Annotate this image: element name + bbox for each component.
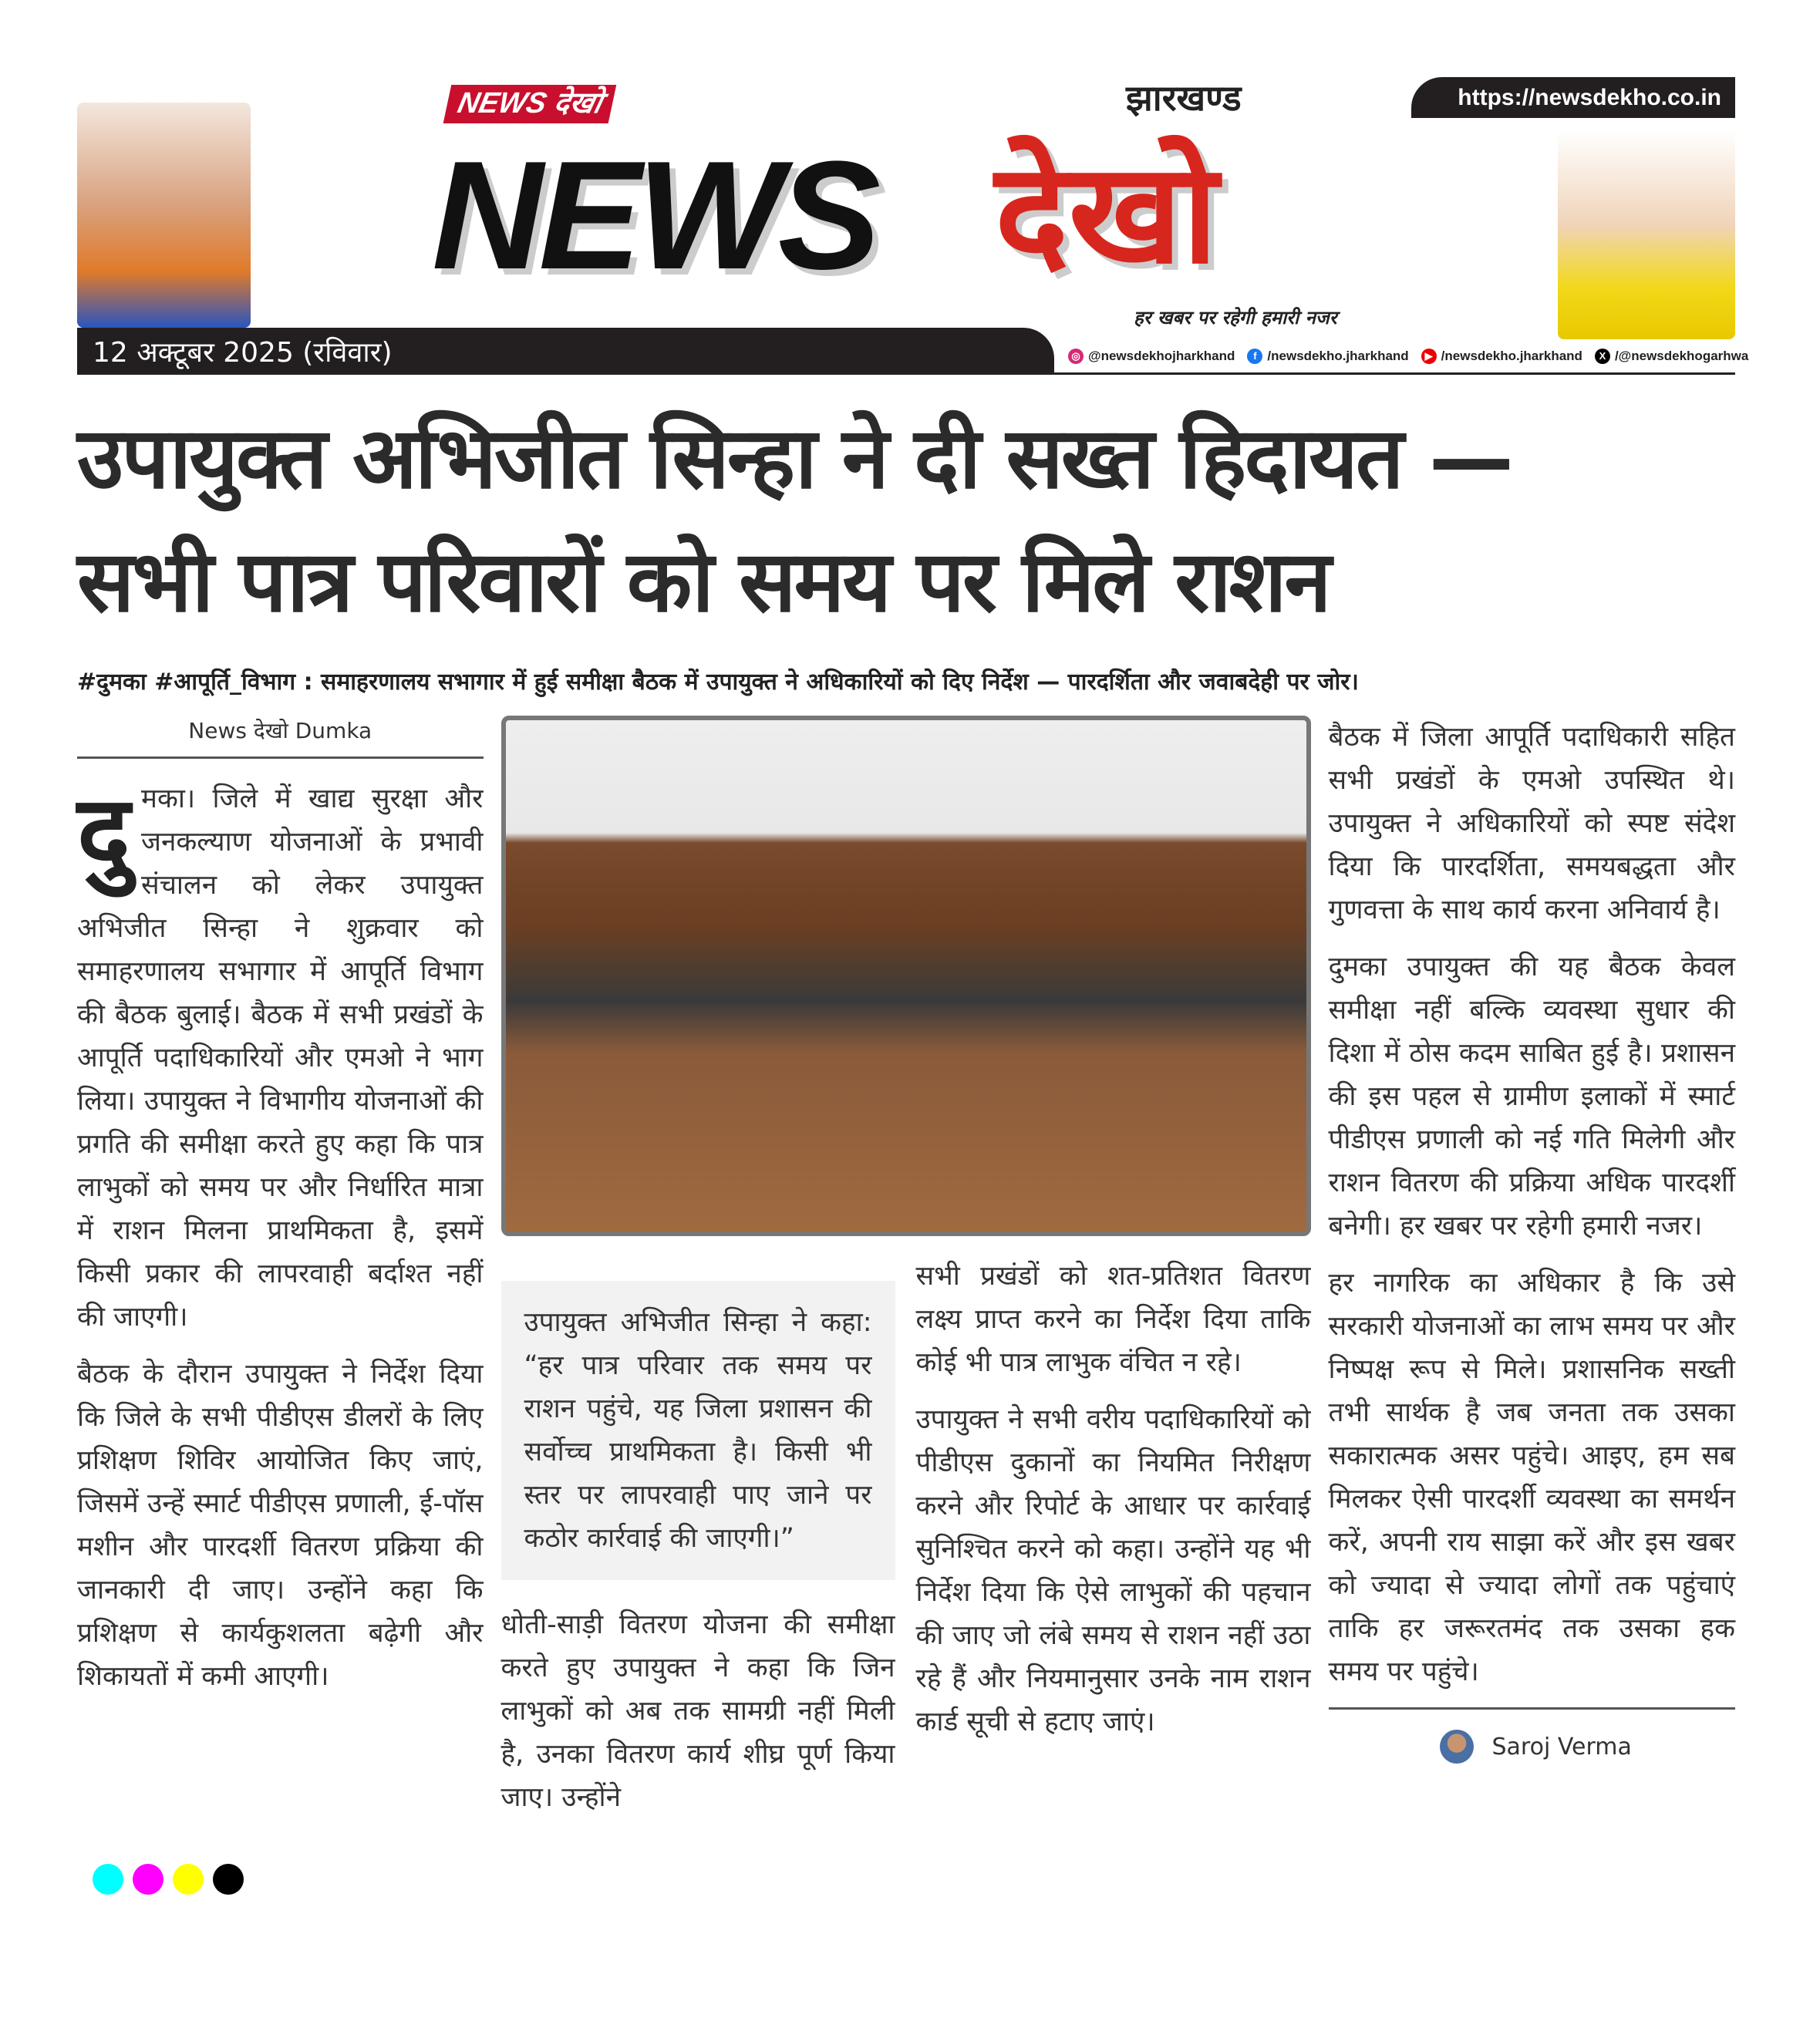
- drop-cap: दु: [77, 773, 131, 891]
- cmyk-dot: [133, 1864, 163, 1895]
- facebook-icon[interactable]: f: [1247, 349, 1262, 364]
- logo-news-text: NEWS: [432, 130, 876, 302]
- divider: [77, 372, 1735, 375]
- website-url-badge[interactable]: https://newsdekho.co.in: [1411, 77, 1735, 118]
- author-avatar: [1440, 1730, 1474, 1764]
- tagline: हर खबर पर रहेगी हमारी नजर: [1134, 307, 1337, 329]
- paragraph: हर नागरिक का अधिकार है कि उसे सरकारी योजनाओं का लाभ समय पर और निष्पक्ष रूप से मिले। प्रशासनिक सख्ती तभी सार्थक है जब जनता तक उसका सकारात्मक असर पहुंचे। आइए, हम सब मिलकर ऐसी पारदर्शी व्यवस्था का समर्थन करें, अपनी राय साझा करें और इस खबर को ज्यादा से ज्यादा लोगों तक पहुंचाएं ताकि हर जरूरतमंद तक उसका हक समय पर पहुंचे।: [1328, 1268, 1735, 1687]
- paragraph: बैठक के दौरान उपायुक्त ने निर्देश दिया कि जिले के सभी पीडीएस डीलरों के लिए प्रशिक्षण शिविर आयोजित किए जाएं, जिसमें उन्हें स्मार्ट पीडीएस प्रणाली, ई-पॉस मशीन और पारदर्शी वितरण प्रक्रिया की जानकारी दी जाए। उन्होंने कहा कि प्रशिक्षण से कार्यकुशलता बढ़ेगी और शिकायतों में कमी आएगी।: [77, 1359, 484, 1693]
- cmyk-registration-dots: [77, 1864, 1735, 1895]
- social-links: [1068, 349, 1756, 364]
- meeting-photo: [501, 716, 1311, 1236]
- headline: [77, 397, 1735, 643]
- instagram-icon[interactable]: ◎: [1068, 349, 1084, 364]
- headline-line-2: सभी पात्र परिवारों को समय पर मिले राशन: [77, 531, 1330, 631]
- paragraph: उपायुक्त ने सभी वरीय पदाधिकारियों को पीडीएस दुकानों का नियमित निरीक्षण करने और रिपोर्ट के आधार पर कार्रवाई सुनिश्चित करने को कहा। उन्होंने यह भी निर्देश दिया कि ऐसे लाभुकों की पहचान की जाए जो लंबे समय से राशन नहीं उठा रहे हैं और नियमानुसार उनके नाम राशन कार्ड सूची से हटाए जाएं।: [915, 1404, 1311, 1737]
- paragraph: दुमका उपायुक्त की यह बैठक केवल समीक्षा नहीं बल्कि व्यवस्था सुधार की दिशा में ठोस कदम साबित हुई है। प्रशासन की इस पहल से ग्रामीण इलाकों में स्मार्ट पीडीएस प्रणाली को नई गति मिलेगी और राशन वितरण की प्रक्रिया अधिक पारदर्शी बनेगी। हर खबर पर रहेगी हमारी नजर।: [1328, 952, 1735, 1242]
- cmyk-dot: [93, 1864, 123, 1895]
- column-3: [916, 1255, 1311, 1757]
- cricketer-photo-left: [77, 103, 251, 328]
- social-handle[interactable]: /newsdekho.jharkhand: [1267, 349, 1409, 363]
- x-icon[interactable]: X: [1595, 349, 1610, 364]
- divider: [1329, 1707, 1736, 1710]
- middle-section: [501, 716, 1311, 1833]
- column-4: [1329, 716, 1736, 1764]
- logo-small-badge: NEWS देखो: [443, 85, 616, 123]
- article-body: [77, 716, 1735, 1833]
- logo-dekho-text: देखो: [995, 133, 1218, 295]
- pull-quote: उपायुक्त अभिजीत सिन्हा ने कहा: “हर पात्र परिवार तक समय पर राशन पहुंचे, यह जिला प्रशासन की सर्वोच्च प्राथमिकता है। किसी भी स्तर पर लापरवाही पाए जाने पर कठोर कार्रवाई की जाएगी।”: [501, 1281, 895, 1580]
- headline-line-1: उपायुक्त अभिजीत सिन्हा ने दी सख्त हिदायत —: [77, 409, 1512, 507]
- date-bar: 12 अक्टूबर 2025 (रविवार): [77, 328, 1054, 372]
- author-row: [1440, 1730, 1736, 1764]
- cmyk-dot: [173, 1864, 204, 1895]
- youtube-icon[interactable]: ▶: [1421, 349, 1437, 364]
- paragraph: सभी प्रखंडों को शत-प्रतिशत वितरण लक्ष्य प्राप्त करने का निर्देश दिया ताकि कोई भी पात्र लाभुक वंचित न रहे।: [915, 1261, 1311, 1378]
- social-handle[interactable]: /@newsdekhogarhwa: [1614, 349, 1749, 363]
- paragraph: बैठक में जिला आपूर्ति पदाधिकारी सहित सभी प्रखंडों के एमओ उपस्थित थे। उपायुक्त ने अधिकारियों को स्पष्ट संदेश दिया कि पारदर्शिता, समयबद्धता और गुणवत्ता के साथ कार्य करना अनिवार्य है।: [1328, 722, 1735, 925]
- social-handle[interactable]: @newsdekhojharkhand: [1088, 349, 1235, 363]
- article: [77, 397, 1735, 1910]
- byline: News देखो Dumka: [77, 716, 484, 759]
- column-1: [77, 716, 484, 1712]
- social-handle[interactable]: /newsdekho.jharkhand: [1441, 349, 1582, 363]
- paragraph: मका। जिले में खाद्य सुरक्षा और जनकल्याण योजनाओं के प्रभावी संचालन को लेकर उपायुक्त अभिजीत सिन्हा ने शुक्रवार को समाहरणालय सभागार में आपूर्ति विभाग की बैठक बुलाई। बैठक में सभी प्रखंडों के आपूर्ति पदाधिकारियों और एमओ ने भाग लिया। उपायुक्त ने विभागीय योजनाओं की प्रगति की समीक्षा करते हुए कहा कि पात्र लाभुकों को समय पर और निर्धारित मात्रा में राशन मिलना प्राथमिकता है, इसमें किसी प्रकार की लापरवाही बर्दाश्त नहीं की जाएगी।: [77, 783, 484, 1333]
- paragraph: धोती-साड़ी वितरण योजना की समीक्षा करते हुए उपायुक्त ने कहा कि जिन लाभुकों को अब तक सामग्री नहीं मिली है, उनका वितरण कार्य शीघ्र पूर्ण किया जाए। उन्होंने: [501, 1609, 895, 1813]
- logo-state-text: झारखण्ड: [1126, 77, 1242, 119]
- cricketer-photo-right: [1558, 131, 1735, 339]
- cmyk-dot: [213, 1864, 244, 1895]
- author-name: Saroj Verma: [1491, 1733, 1632, 1761]
- subheadline: #दुमका #आपूर्ति_विभाग : समाहरणालय सभागार में हुई समीक्षा बैठक में उपायुक्त ने अधिकारियों को दिए निर्देश — पारदर्शिता और जवाबदेही पर जोर।: [77, 669, 1359, 696]
- middle-columns: [501, 1255, 1311, 1833]
- column-2: [501, 1255, 895, 1833]
